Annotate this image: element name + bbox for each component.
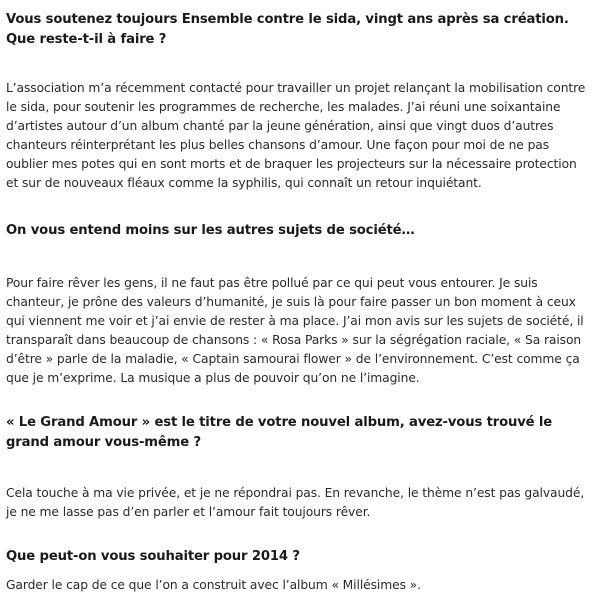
interview-answer: Pour faire rêver les gens, il ne faut pas être pollué par ce qui peut vous entourer. Je suis chanteur, je prône des valeurs d’humanité, je suis là pour faire passer un bon moment à ceux qui viennent me voir et j’ai envie de rester à ma place. J’ai mon avis sur les sujets de société, il transparaît dans beaucoup de chansons : « Rosa Parks » sur la ségrégation raciale, « Sa raison d’être » parle de la maladie, « Captain samourai flower » de l’environnement. C’est comme ça que je m’exprime. La musique a plus de pouvoir qu’on ne l’imagine. <box>6 276 584 385</box>
interview-question: « Le Grand Amour » est le titre de votre nouvel album, avez-vous trouvé le grand amour vous-même ? <box>6 415 553 450</box>
interview-question: Vous soutenez toujours Ensemble contre le sida, vingt ans après sa création. Que reste-t-il à faire ? <box>6 12 569 47</box>
interview-answer: Cela touche à ma vie privée, et je ne répondrai pas. En revanche, le thème n’est pas galvaudé, je ne me lasse pas d’en parler et l’amour fait toujours rêver. <box>6 486 585 519</box>
interview-answer: Garder le cap de ce que l’on a construit avec l’album « Millésimes ». <box>6 578 421 592</box>
interview-answer: L’association m’a récemment contacté pour travailler un projet relançant la mobilisation contre le sida, pour soutenir les programmes de recherche, les malades. J’ai réuni une soixantaine d’artistes autour d’un album chanté par la jeune génération, ainsi que vingt duos d’autres chanteurs réinterprétant les plus belles chansons d’amour. Une façon pour moi de ne pas oublier mes potes qui en sont morts et de braquer les projecteurs sur la nécessaire protection et sur de nouveaux fléaux comme la syphilis, qui connaît un retour inquiétant. <box>6 81 586 190</box>
interview-question: On vous entend moins sur les autres sujets de société… <box>6 223 415 238</box>
interview-question: Que peut-on vous souhaiter pour 2014 ? <box>6 549 300 564</box>
